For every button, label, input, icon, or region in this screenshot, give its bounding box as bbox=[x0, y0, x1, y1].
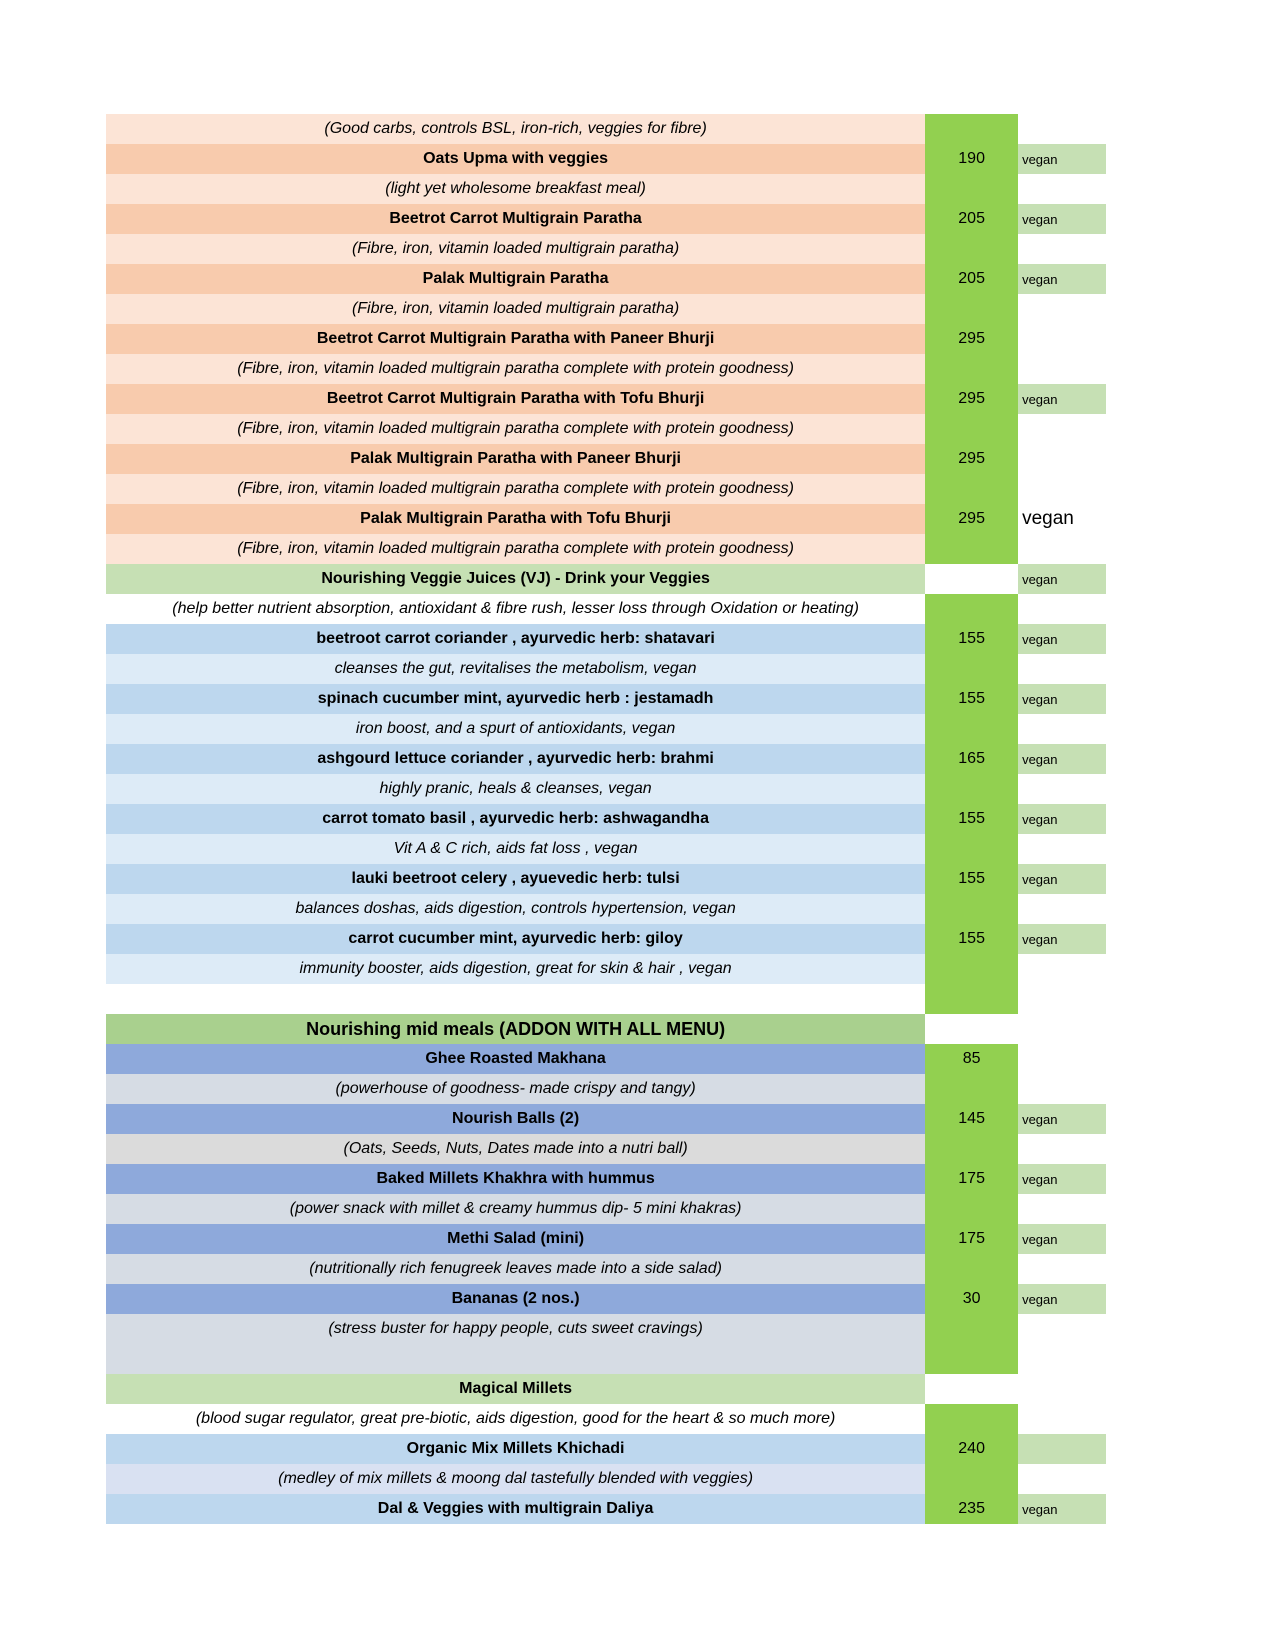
description-row bbox=[106, 294, 1106, 324]
description-row bbox=[106, 714, 1106, 744]
diet-tag bbox=[1018, 1044, 1106, 1074]
item-name: spinach cucumber mint, ayurvedic herb : jestamadh bbox=[106, 684, 925, 714]
item-price bbox=[925, 1254, 1018, 1284]
item-price bbox=[925, 714, 1018, 744]
diet-tag: vegan bbox=[1022, 508, 1074, 529]
diet-tag: vegan bbox=[1018, 384, 1106, 414]
item-description: (powerhouse of goodness- made crispy and tangy) bbox=[106, 1074, 925, 1104]
diet-tag: vegan bbox=[1018, 144, 1106, 174]
item-price bbox=[925, 894, 1018, 924]
item-name: Dal & Veggies with multigrain Daliya bbox=[106, 1494, 925, 1524]
item-name: Methi Salad (mini) bbox=[106, 1224, 925, 1254]
description-row bbox=[106, 354, 1106, 384]
item-description: (nutritionally rich fenugreek leaves made into a side salad) bbox=[106, 1254, 925, 1284]
menu-item-row bbox=[106, 624, 1106, 654]
item-price: 155 bbox=[925, 624, 1018, 654]
item-name: Palak Multigrain Paratha bbox=[106, 264, 925, 294]
diet-tag bbox=[1018, 714, 1106, 744]
description-row bbox=[106, 1194, 1106, 1224]
diet-tag bbox=[1018, 114, 1106, 144]
menu-item-row bbox=[106, 204, 1106, 234]
diet-tag bbox=[1018, 984, 1106, 1014]
item-description: (Fibre, iron, vitamin loaded multigrain paratha complete with protein goodness) bbox=[106, 414, 925, 444]
description-row bbox=[106, 774, 1106, 804]
item-description: (Fibre, iron, vitamin loaded multigrain paratha) bbox=[106, 234, 925, 264]
item-name: Beetrot Carrot Multigrain Paratha bbox=[106, 204, 925, 234]
description-row bbox=[106, 834, 1106, 864]
item-description: (help better nutrient absorption, antioxidant & fibre rush, lesser loss through Oxidation or heating) bbox=[106, 594, 925, 624]
item-description: (Fibre, iron, vitamin loaded multigrain paratha complete with protein goodness) bbox=[106, 474, 925, 504]
diet-tag bbox=[1018, 474, 1106, 504]
item-price bbox=[925, 654, 1018, 684]
diet-tag: vegan bbox=[1018, 1284, 1106, 1314]
item-price: 85 bbox=[925, 1044, 1018, 1074]
item-price: 190 bbox=[925, 144, 1018, 174]
menu-item-row bbox=[106, 444, 1106, 474]
description-row bbox=[106, 1404, 1106, 1434]
item-description: balances doshas, aids digestion, controls hypertension, vegan bbox=[106, 894, 925, 924]
item-price: 240 bbox=[925, 1434, 1018, 1464]
diet-tag bbox=[1018, 174, 1106, 204]
item-price: 165 bbox=[925, 744, 1018, 774]
item-price bbox=[925, 294, 1018, 324]
diet-tag bbox=[1018, 594, 1106, 624]
item-price: 235 bbox=[925, 1494, 1018, 1524]
item-price bbox=[925, 1194, 1018, 1224]
item-price: 205 bbox=[925, 264, 1018, 294]
diet-tag bbox=[1018, 1014, 1106, 1044]
menu-item-row bbox=[106, 384, 1106, 414]
item-description: (blood sugar regulator, great pre-biotic, aids digestion, good for the heart & so much more) bbox=[106, 1404, 925, 1434]
diet-tag: vegan bbox=[1018, 204, 1106, 234]
menu-item-row bbox=[106, 144, 1106, 174]
item-name: carrot cucumber mint, ayurvedic herb: giloy bbox=[106, 924, 925, 954]
diet-tag: vegan bbox=[1018, 564, 1106, 594]
diet-tag bbox=[1018, 1404, 1106, 1434]
item-description: (Fibre, iron, vitamin loaded multigrain paratha complete with protein goodness) bbox=[106, 534, 925, 564]
diet-tag bbox=[1018, 234, 1106, 264]
diet-tag: vegan bbox=[1018, 744, 1106, 774]
description-row bbox=[106, 1074, 1106, 1104]
item-description: (power snack with millet & creamy hummus dip- 5 mini khakras) bbox=[106, 1194, 925, 1224]
description-row bbox=[106, 234, 1106, 264]
diet-tag bbox=[1018, 1194, 1106, 1224]
item-name: Organic Mix Millets Khichadi bbox=[106, 1434, 925, 1464]
item-price: 295 bbox=[925, 324, 1018, 354]
diet-tag: vegan bbox=[1018, 264, 1106, 294]
menu-item-row bbox=[106, 1104, 1106, 1134]
item-price bbox=[925, 1134, 1018, 1164]
item-description: (Fibre, iron, vitamin loaded multigrain paratha) bbox=[106, 294, 925, 324]
item-price: 155 bbox=[925, 684, 1018, 714]
diet-tag bbox=[1018, 654, 1106, 684]
section-header-row bbox=[106, 1374, 1106, 1404]
description-row bbox=[106, 594, 1106, 624]
menu-item-row bbox=[106, 1284, 1106, 1314]
item-price: 295 bbox=[925, 504, 1018, 534]
item-description: immunity booster, aids digestion, great for skin & hair , vegan bbox=[106, 954, 925, 984]
description-row bbox=[106, 534, 1106, 564]
item-price: 30 bbox=[925, 1284, 1018, 1314]
item-price: 175 bbox=[925, 1224, 1018, 1254]
description-row bbox=[106, 654, 1106, 684]
item-price bbox=[925, 774, 1018, 804]
item-price bbox=[925, 414, 1018, 444]
description-row bbox=[106, 174, 1106, 204]
diet-tag bbox=[1018, 1374, 1106, 1404]
diet-tag: vegan bbox=[1018, 864, 1106, 894]
description-row bbox=[106, 1134, 1106, 1164]
item-price bbox=[925, 234, 1018, 264]
diet-tag bbox=[1018, 1134, 1106, 1164]
diet-tag: vegan bbox=[1018, 624, 1106, 654]
item-description: (Good carbs, controls BSL, iron-rich, veggies for fibre) bbox=[106, 114, 925, 144]
item-name: Bananas (2 nos.) bbox=[106, 1284, 925, 1314]
diet-tag bbox=[1018, 294, 1106, 324]
menu-item-row bbox=[106, 1224, 1106, 1254]
item-description bbox=[106, 984, 925, 1014]
diet-tag bbox=[1018, 414, 1106, 444]
diet-tag: vegan bbox=[1018, 1164, 1106, 1194]
description-row bbox=[106, 1254, 1106, 1284]
menu-sheet bbox=[106, 114, 1106, 1524]
item-price bbox=[925, 564, 1018, 594]
menu-item-row bbox=[106, 864, 1106, 894]
description-row bbox=[106, 1464, 1106, 1494]
diet-tag bbox=[1018, 1254, 1106, 1284]
section-title: Nourishing mid meals (ADDON WITH ALL MENU) bbox=[106, 1014, 925, 1044]
item-price bbox=[925, 474, 1018, 504]
item-price bbox=[925, 954, 1018, 984]
menu-item-row bbox=[106, 1434, 1106, 1464]
diet-tag bbox=[1018, 1434, 1106, 1464]
section-title: Nourishing Veggie Juices (VJ) - Drink your Veggies bbox=[106, 564, 925, 594]
item-price: 175 bbox=[925, 1164, 1018, 1194]
item-price: 145 bbox=[925, 1104, 1018, 1134]
diet-tag: vegan bbox=[1018, 1224, 1106, 1254]
diet-tag bbox=[1018, 894, 1106, 924]
item-name: Ghee Roasted Makhana bbox=[106, 1044, 925, 1074]
diet-tag bbox=[1018, 444, 1106, 474]
description-row bbox=[106, 414, 1106, 444]
diet-tag bbox=[1018, 534, 1106, 564]
item-price bbox=[925, 354, 1018, 384]
item-description: (Oats, Seeds, Nuts, Dates made into a nutri ball) bbox=[106, 1134, 925, 1164]
item-price bbox=[925, 984, 1018, 1014]
item-price: 155 bbox=[925, 924, 1018, 954]
diet-tag: vegan bbox=[1018, 684, 1106, 714]
section-header-row bbox=[106, 1014, 1106, 1044]
item-description: (medley of mix millets & moong dal tastefully blended with veggies) bbox=[106, 1464, 925, 1494]
description-row bbox=[106, 954, 1106, 984]
item-name: Palak Multigrain Paratha with Tofu Bhurji bbox=[106, 504, 925, 534]
menu-item-row bbox=[106, 1164, 1106, 1194]
item-name: Baked Millets Khakhra with hummus bbox=[106, 1164, 925, 1194]
item-price bbox=[925, 1014, 1018, 1044]
item-name: Palak Multigrain Paratha with Paneer Bhurji bbox=[106, 444, 925, 474]
diet-tag bbox=[1018, 1074, 1106, 1104]
item-price: 155 bbox=[925, 804, 1018, 834]
diet-tag: vegan bbox=[1018, 1104, 1106, 1134]
item-price bbox=[925, 1464, 1018, 1494]
description-row bbox=[106, 474, 1106, 504]
diet-tag bbox=[1018, 834, 1106, 864]
diet-tag bbox=[1018, 354, 1106, 384]
item-price bbox=[925, 114, 1018, 144]
item-name: Oats Upma with veggies bbox=[106, 144, 925, 174]
item-price bbox=[925, 534, 1018, 564]
diet-tag bbox=[1018, 1314, 1106, 1374]
item-name: beetroot carrot coriander , ayurvedic herb: shatavari bbox=[106, 624, 925, 654]
diet-tag bbox=[1018, 954, 1106, 984]
item-description: Vit A & C rich, aids fat loss , vegan bbox=[106, 834, 925, 864]
item-description: cleanses the gut, revitalises the metabolism, vegan bbox=[106, 654, 925, 684]
menu-item-row bbox=[106, 504, 1106, 534]
diet-tag bbox=[1018, 1464, 1106, 1494]
item-price bbox=[925, 834, 1018, 864]
menu-item-row bbox=[106, 1044, 1106, 1074]
menu-item-row bbox=[106, 264, 1106, 294]
item-price: 295 bbox=[925, 444, 1018, 474]
diet-tag: vegan bbox=[1018, 1494, 1106, 1524]
item-description: (stress buster for happy people, cuts sweet cravings) bbox=[106, 1314, 925, 1374]
item-price bbox=[925, 594, 1018, 624]
item-price: 295 bbox=[925, 384, 1018, 414]
item-name: ashgourd lettuce coriander , ayurvedic herb: brahmi bbox=[106, 744, 925, 774]
description-row bbox=[106, 984, 1106, 1014]
item-name: Beetrot Carrot Multigrain Paratha with Tofu Bhurji bbox=[106, 384, 925, 414]
description-row bbox=[106, 894, 1106, 924]
menu-item-row bbox=[106, 324, 1106, 354]
item-price bbox=[925, 1314, 1018, 1374]
section-header-row bbox=[106, 564, 1106, 594]
item-price: 205 bbox=[925, 204, 1018, 234]
item-price: 155 bbox=[925, 864, 1018, 894]
description-row bbox=[106, 1314, 1106, 1374]
diet-tag: vegan bbox=[1018, 924, 1106, 954]
item-description: (light yet wholesome breakfast meal) bbox=[106, 174, 925, 204]
item-price bbox=[925, 174, 1018, 204]
menu-item-row bbox=[106, 744, 1106, 774]
section-title: Magical Millets bbox=[106, 1374, 925, 1404]
diet-tag: vegan bbox=[1018, 804, 1106, 834]
menu-item-row bbox=[106, 924, 1106, 954]
item-name: Nourish Balls (2) bbox=[106, 1104, 925, 1134]
item-description: highly pranic, heals & cleanses, vegan bbox=[106, 774, 925, 804]
item-description: iron boost, and a spurt of antioxidants, vegan bbox=[106, 714, 925, 744]
item-price bbox=[925, 1404, 1018, 1434]
item-price bbox=[925, 1074, 1018, 1104]
item-description: (Fibre, iron, vitamin loaded multigrain paratha complete with protein goodness) bbox=[106, 354, 925, 384]
menu-item-row bbox=[106, 684, 1106, 714]
item-name: carrot tomato basil , ayurvedic herb: ashwagandha bbox=[106, 804, 925, 834]
description-row bbox=[106, 114, 1106, 144]
menu-item-row bbox=[106, 1494, 1106, 1524]
diet-tag bbox=[1018, 324, 1106, 354]
item-name: Beetrot Carrot Multigrain Paratha with Paneer Bhurji bbox=[106, 324, 925, 354]
diet-tag bbox=[1018, 774, 1106, 804]
menu-item-row bbox=[106, 804, 1106, 834]
item-name: lauki beetroot celery , ayuevedic herb: tulsi bbox=[106, 864, 925, 894]
item-price bbox=[925, 1374, 1018, 1404]
